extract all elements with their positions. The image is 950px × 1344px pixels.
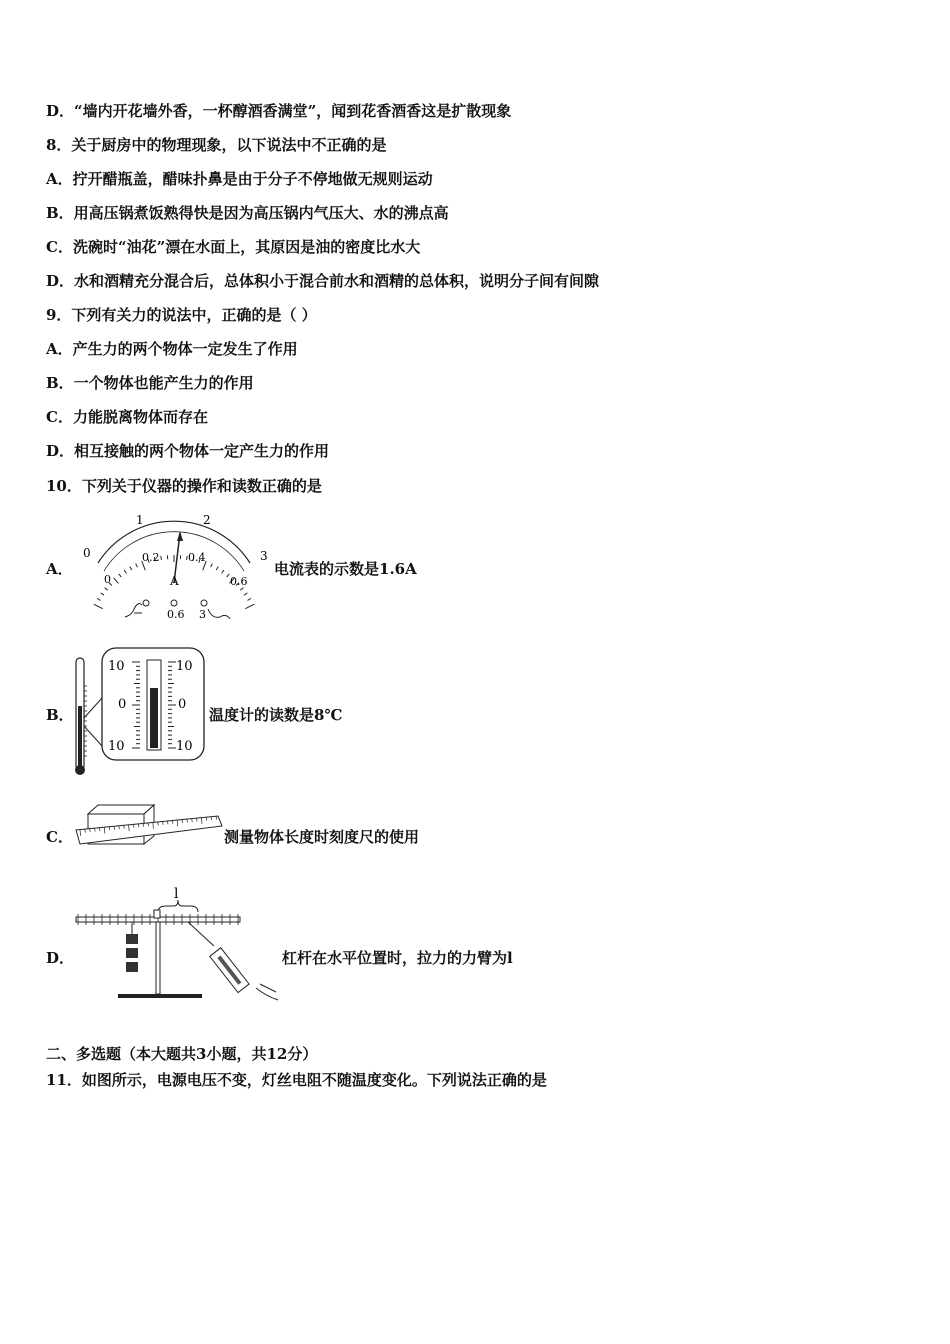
ruler-diagram (72, 800, 224, 852)
q10-stem: 10．下列关于仪器的操作和读数正确的是 (46, 477, 322, 495)
thermo-left-zero: 0 (118, 697, 127, 712)
ammeter-tick (245, 604, 254, 609)
ammeter-tick (105, 588, 108, 591)
ammeter-tick (222, 570, 224, 573)
q8-option-a: A．拧开醋瓶盖，醋味扑鼻是由于分子不停地做无规则运动 (46, 170, 433, 188)
ammeter-tick (119, 574, 121, 577)
ammeter-tick (130, 567, 132, 570)
ammeter-tick (124, 570, 126, 573)
q9-option-d: D．相互接触的两个物体一定产生力的作用 (46, 442, 330, 460)
thermo-right-top: 10 (176, 659, 193, 674)
q10-option-a-label: A． (46, 560, 73, 578)
q10-option-b-caption: 温度计的读数是8℃ (209, 706, 343, 724)
q8-option-b: B．用高压锅煮饭熟得快是因为高压锅内气压大、水的沸点高 (46, 204, 449, 222)
ammeter-diagram (70, 505, 270, 625)
ammeter-label-1: 1 (136, 513, 144, 527)
ammeter-label-2: 2 (203, 513, 211, 527)
ammeter-label-02: 0.2 (142, 551, 160, 564)
q8-option-c: C．洗碗时“油花”漂在水面上，其原因是油的密度比水大 (46, 238, 421, 256)
thermo-right-bottom: 10 (176, 739, 193, 754)
q9-option-b: B．一个物体也能产生力的作用 (46, 374, 254, 392)
ammeter-tick (248, 598, 251, 600)
q10-option-c-label: C． (46, 828, 73, 846)
ammeter-tick (227, 574, 229, 577)
ammeter-label-04: 0.4 (188, 551, 206, 564)
q10-option-a-caption: 电流表的示数是1.6A (274, 560, 417, 578)
q9-stem: 9．下列有关力的说法中，正确的是（ ） (46, 306, 317, 324)
ammeter-label-3: 3 (260, 549, 268, 563)
ammeter-tick (211, 564, 213, 568)
ammeter-label-0: 0 (83, 546, 91, 560)
thermo-left-bottom: 10 (108, 739, 125, 754)
q11-stem: 11．如图所示，电源电压不变，灯丝电阻不随温度变化。下列说法正确的是 (46, 1071, 547, 1089)
q10-option-c-caption: 测量物体长度时刻度尺的使用 (224, 828, 420, 846)
ammeter-tick (240, 588, 243, 591)
lever-diagram (70, 884, 282, 1004)
ammeter-unit: A (170, 574, 179, 588)
ammeter-terminal-3: 3 (199, 608, 206, 621)
thermo-right-zero: 0 (178, 697, 187, 712)
ammeter-label-06: 0.6 (230, 575, 248, 588)
q7-option-d: D．“墙内开花墙外香，一杯醇酒香满堂”，闻到花香酒香这是扩散现象 (46, 102, 512, 120)
ammeter-tick (161, 556, 162, 560)
q9-option-c: C．力能脱离物体而存在 (46, 408, 208, 426)
q10-option-b-label: B． (46, 706, 74, 724)
ammeter-tick (244, 593, 247, 595)
q9-option-a: A．产生力的两个物体一定发生了作用 (46, 340, 298, 358)
q8-option-d: D．水和酒精充分混合后，总体积小于混合前水和酒精的总体积，说明分子间有间隙 (46, 272, 600, 290)
ammeter-tick (114, 578, 119, 583)
ammeter-tick (216, 567, 218, 570)
thermo-left-top: 10 (108, 659, 125, 674)
ammeter-label-zero-small: 0 (104, 573, 111, 586)
section-2-heading: 二、多选题（本大题共3小题，共12分） (46, 1045, 318, 1063)
lever-arm-label: l (174, 886, 179, 902)
ammeter-terminal-06: 0.6 (167, 608, 185, 621)
q10-option-d-caption: 杠杆在水平位置时，拉力的力臂为l (282, 949, 513, 967)
ammeter-tick (101, 593, 104, 595)
ammeter-tick (97, 598, 100, 600)
thermometer-diagram (72, 646, 208, 780)
ammeter-tick (136, 564, 138, 568)
ammeter-tick (94, 604, 103, 609)
q10-option-d-label: D． (46, 949, 75, 967)
q8-stem: 8．关于厨房中的物理现象，以下说法中不正确的是 (46, 136, 387, 154)
